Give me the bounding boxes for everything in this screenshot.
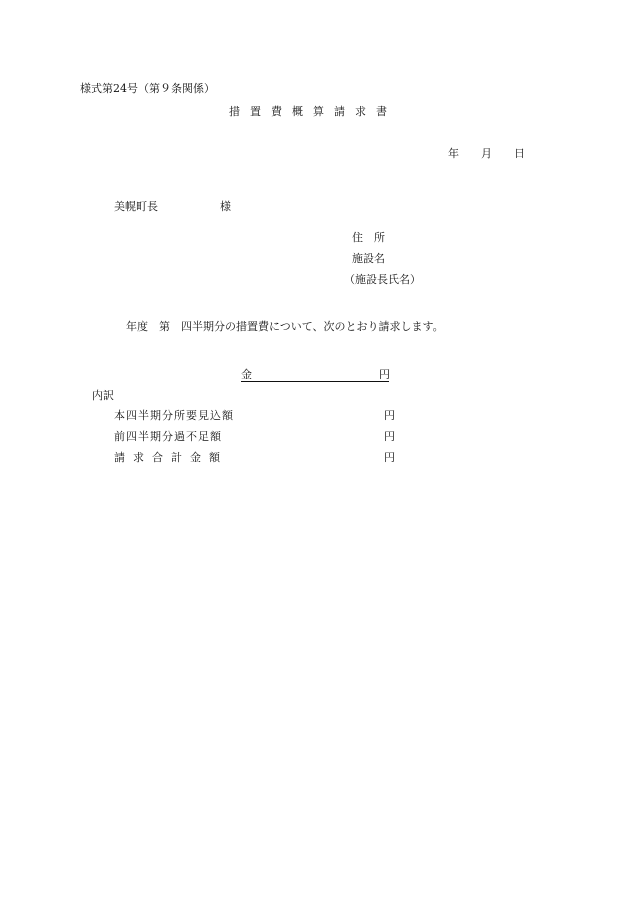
- form-number: 様式第24号（第９条関係）: [80, 82, 215, 95]
- addressee-honorific: 様: [220, 200, 231, 213]
- date-month-label: 月: [481, 147, 492, 160]
- amount-unit: 円: [379, 368, 390, 381]
- request-statement: 年度 第 四半期分の措置費について、次のとおり請求します。: [126, 320, 444, 333]
- document-title: 措置費概算請求書: [229, 105, 397, 118]
- breakdown-row-unit: 円: [384, 409, 395, 422]
- date-day-label: 日: [514, 147, 525, 160]
- addressee-name: 美幌町長: [114, 200, 158, 213]
- amount-label: 金: [241, 368, 252, 381]
- breakdown-row-label: 本四半期分所要見込額: [114, 409, 234, 422]
- date-line: [448, 148, 525, 159]
- applicant-head-name-label: （施設長氏名）: [344, 273, 421, 286]
- breakdown-row-label: 前四半期分過不足額: [114, 430, 222, 443]
- breakdown-row-label: 請求合計金額: [114, 451, 228, 464]
- applicant-address-label: 住 所: [352, 231, 385, 244]
- breakdown-row-unit: 円: [384, 430, 395, 443]
- applicant-facility-label: 施設名: [352, 252, 385, 265]
- breakdown-row-unit: 円: [384, 451, 395, 464]
- breakdown-title: 内訳: [92, 389, 114, 402]
- date-year-label: 年: [448, 147, 459, 160]
- amount-underline: [241, 381, 389, 382]
